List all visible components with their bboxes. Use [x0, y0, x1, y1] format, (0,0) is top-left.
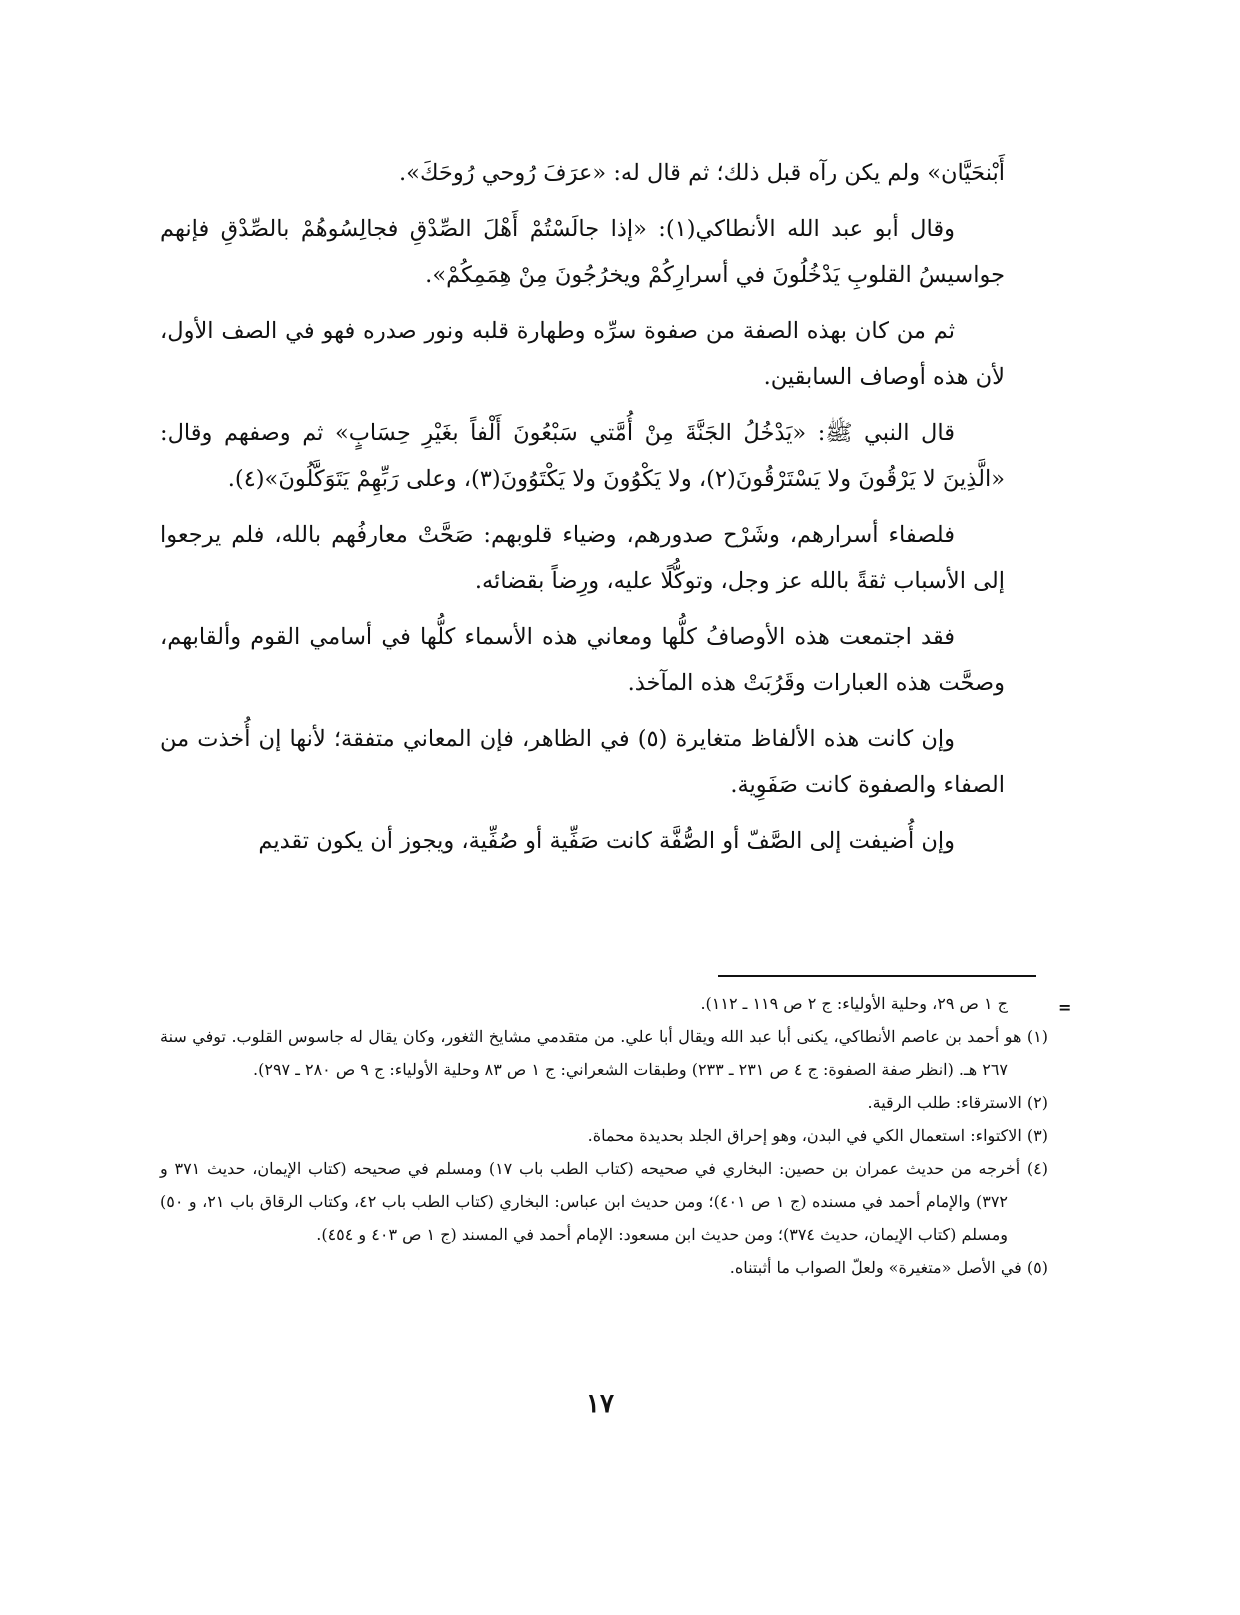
paragraph-7: وإن كانت هذه الألفاظ متغايرة (٥) في الظاهر، فإن المعاني متفقة؛ لأنها إن أُخذت من الصفاء والصفوة كانت صَفَوِية.: [160, 726, 1005, 798]
paragraph-5: فلصفاء أسرارهم، وشَرْح صدورهم، وضياء قلوبهم: صَحَّتْ معارفُهم بالله، فلم يرجعوا إلى الأسباب ثقةً بالله عز وجل، وتوكُّلًا عليه، ورِضاً بقضائه.: [160, 522, 1005, 594]
footnote-continued: ج ١ ص ٢٩، وحلية الأولياء: ج ٢ ص ١١٩ ـ ١١٢).: [700, 994, 1008, 1013]
footnote-5: (٥) في الأصل «متغيرة» ولعلّ الصواب ما أثبتناه.: [729, 1258, 1048, 1277]
footnotes: [160, 987, 1048, 1284]
paragraph-3: ثم من كان بهذه الصفة من صفوة سرِّه وطهارة قلبه ونور صدره فهو في الصف الأول، لأن هذه أوصاف السابقين.: [160, 318, 1005, 390]
paragraph-8: وإن أُضيفت إلى الصَّفّ أو الصُّفَّة كانت صَفِّية أو صُفِّية، ويجوز أن يكون تقديم: [258, 828, 955, 854]
paragraph-4: قال النبي ﷺ: «يَدْخُلُ الجَنَّةَ مِنْ أُمَّتي سَبْعُونَ أَلْفاً بغَيْرِ حِسَابٍ» ثم وصفهم وقال: «الَّذِينَ لا يَرْقُونَ ولا يَسْتَرْقُونَ(٢)، ولا يَكْوُونَ ولا يَكْتَوُونَ(٣)، وعلى رَبِّهِمْ يَتَوَكَّلُونَ»(٤).: [160, 420, 1005, 492]
footnote-continuation-marker: =: [1058, 998, 1072, 1017]
footnote-1: (١) هو أحمد بن عاصم الأنطاكي، يكنى أبا عبد الله ويقال أبا علي. من متقدمي مشايخ الثغور، وكان يقال له جاسوس القلوب. توفي سنة ٢٦٧ هـ. (انظر صفة الصفوة: ج ٤ ص ٢٣١ ـ ٢٣٣) وطبقات الشعراني: ج ١ ص ٨٣ وحلية الأولياء: ج ٩ ص ٢٨٠ ـ ٢٩٧).: [160, 1027, 1048, 1079]
body-text: [160, 150, 1005, 874]
paragraph-6: فقد اجتمعت هذه الأوصافُ كلُّها ومعاني هذه الأسماء كلُّها في أسامي القوم وألقابهم، وصحَّت هذه العبارات وقَرُبَتْ هذه المآخذ.: [160, 624, 1005, 696]
footnote-3: (٣) الاكتواء: استعمال الكي في البدن، وهو إحراق الجلد بحديدة محماة.: [587, 1126, 1048, 1145]
paragraph-2: وقال أبو عبد الله الأنطاكي(١): «إذا جالَسْتُمْ أَهْلَ الصِّدْقِ فجالِسُوهُمْ بالصِّدْقِ فإنهم جواسيسُ القلوبِ يَدْخُلُونَ في أسرارِكُمْ ويخرُجُونَ مِنْ هِمَمِكُمْ».: [160, 216, 1005, 288]
footnote-4: (٤) أخرجه من حديث عمران بن حصين: البخاري في صحيحه (كتاب الطب باب ١٧) ومسلم في صحيحه (كتاب الإيمان، حديث ٣٧١ و ٣٧٢) والإمام أحمد في مسنده (ج ١ ص ٤٠١)؛ ومن حديث ابن عباس: البخاري (كتاب الطب باب ٤٢، وكتاب الرقاق باب ٢١، و ٥٠) ومسلم (كتاب الإيمان، حديث ٣٧٤)؛ ومن حديث ابن مسعود: الإمام أحمد في المسند (ج ١ ص ٤٠٣ و ٤٥٤).: [160, 1159, 1049, 1244]
paragraph-1: أَبْنحَيَّان» ولم يكن رآه قبل ذلك؛ ثم قال له: «عرَفَ رُوحي رُوحَكَ».: [399, 160, 1005, 186]
footnote-separator: [718, 975, 1036, 977]
footnote-2: (٢) الاسترقاء: طلب الرقية.: [867, 1093, 1048, 1112]
page-number: ١٧: [586, 1389, 614, 1419]
